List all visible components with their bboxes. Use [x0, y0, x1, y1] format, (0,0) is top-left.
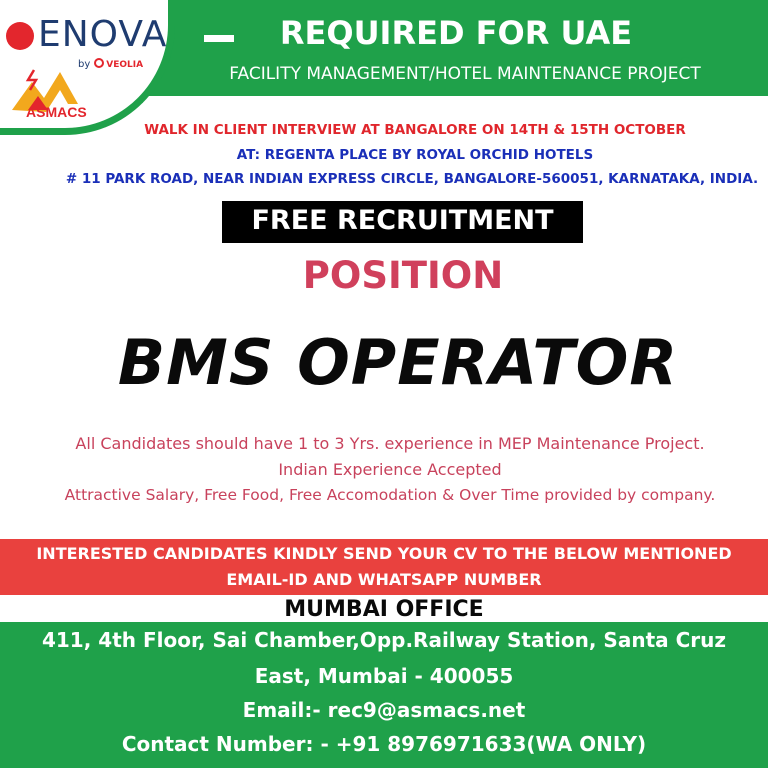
enova-logo-icon: [6, 22, 34, 50]
free-recruitment-text: FREE RECRUITMENT: [251, 205, 554, 236]
contact-band: [0, 622, 768, 768]
logo-card: [0, 0, 175, 135]
project-subtitle: FACILITY MANAGEMENT/HOTEL MAINTENANCE PROJECT: [229, 64, 701, 84]
venue-address-text: # 11 PARK ROAD, NEAR INDIAN EXPRESS CIRCLE, BANGALORE-560051, KARNATAKA, INDIA.: [65, 171, 759, 187]
cta-band: [0, 539, 768, 595]
contact-number-text[interactable]: Contact Number: - +91 8976971633(WA ONLY): [121, 732, 647, 756]
page-title: REQUIRED FOR UAE: [279, 14, 633, 52]
office-address-line-2: East, Mumbai - 400055: [254, 664, 514, 688]
title-dash: [204, 35, 234, 42]
enova-wordmark: ENOVA: [38, 14, 168, 55]
asmacs-wordmark: ASMACS: [26, 104, 87, 120]
job-title: BMS OPERATOR: [117, 326, 679, 399]
email-text[interactable]: Email:- rec9@asmacs.net: [242, 698, 526, 722]
requirement-experience: All Candidates should have 1 to 3 Yrs. experience in MEP Maintenance Project.: [75, 434, 705, 453]
free-recruitment-badge: [222, 201, 583, 243]
office-address-line-1: 411, 4th Floor, Sai Chamber,Opp.Railway Station, Santa Cruz: [41, 628, 727, 652]
cta-line-2: EMAIL-ID AND WHATSAPP NUMBER: [226, 570, 542, 589]
position-label: POSITION: [302, 254, 504, 297]
requirement-indian-experience: Indian Experience Accepted: [278, 460, 502, 479]
requirement-benefits: Attractive Salary, Free Food, Free Accomodation & Over Time provided by company.: [64, 486, 716, 504]
by-text: by: [78, 59, 91, 70]
office-title: MUMBAI OFFICE: [284, 597, 484, 622]
walkin-interview-text: WALK IN CLIENT INTERVIEW AT BANGALORE ON 14TH & 15TH OCTOBER: [144, 122, 686, 138]
veolia-wordmark: VEOLIA: [106, 60, 144, 70]
cta-line-1: INTERESTED CANDIDATES KINDLY SEND YOUR CV TO THE BELOW MENTIONED: [36, 544, 732, 563]
venue-text: AT: REGENTA PLACE BY ROYAL ORCHID HOTELS: [236, 147, 594, 163]
